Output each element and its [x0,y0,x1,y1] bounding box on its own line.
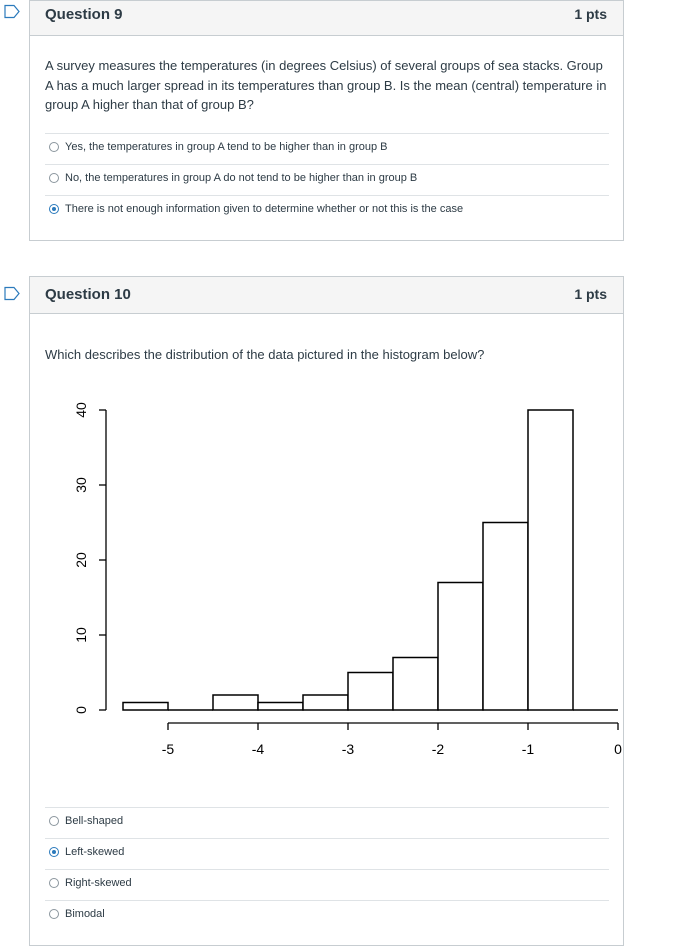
radio-button[interactable] [49,816,59,826]
answer-option[interactable] [45,133,609,164]
histogram-bar [303,695,348,710]
question-text: Which describes the distribution of the data pictured in the histogram below? [45,347,485,362]
answer-list [45,807,609,931]
question-text: A survey measures the temperatures (in degrees Celsius) of several groups of sea stacks. Group A has a much larger spread in its temperatures than group B. Is the mean (central) temperature in group A higher than that of group B? [45,58,607,112]
x-tick-label: -3 [341,741,355,757]
histogram-bar [258,703,303,711]
answer-label[interactable]: Left-skewed [65,846,125,858]
histogram-chart [50,391,622,791]
y-tick-label: 20 [73,552,89,568]
question-points: 1 pts [574,286,607,302]
answer-label[interactable]: There is not enough information given to determine whether or not this is the case [65,203,464,215]
histogram-bar [348,673,393,711]
question-header [30,277,623,314]
question-9 [29,0,624,241]
answer-label[interactable]: Bimodal [65,908,105,920]
answer-option[interactable] [45,807,609,838]
radio-button[interactable] [49,909,59,919]
x-tick-label: 0 [614,741,622,757]
radio-button-selected[interactable] [49,204,59,214]
question-title: Question 9 [45,6,123,23]
histogram-bar [438,583,483,711]
histogram-bar [483,523,528,711]
answer-label[interactable]: Bell-shaped [65,815,124,827]
question-10 [29,276,624,946]
radio-button-selected[interactable] [49,847,59,857]
answer-list [45,133,609,226]
answer-label[interactable]: Right-skewed [65,877,132,889]
answer-option[interactable] [45,164,609,195]
x-tick-label: -5 [161,741,175,757]
answer-option[interactable] [45,869,609,900]
answer-option[interactable] [45,900,609,931]
histogram-bar [123,703,168,711]
answer-option[interactable] [45,838,609,869]
question-header [30,1,623,36]
question-points: 1 pts [574,6,607,22]
histogram-bar [213,695,258,710]
question-title: Question 10 [45,286,131,303]
x-tick-label: -4 [251,741,265,757]
histogram-bar [393,658,438,711]
flag-icon[interactable] [4,5,20,18]
histogram-bar [528,410,573,710]
radio-button[interactable] [49,173,59,183]
radio-button[interactable] [49,142,59,152]
answer-option[interactable] [45,195,609,226]
x-tick-label: -1 [521,741,535,757]
y-tick-label: 30 [73,477,89,493]
x-tick-label: -2 [431,741,445,757]
answer-label[interactable]: No, the temperatures in group A do not tend to be higher than in group B [65,172,418,184]
y-tick-label: 0 [73,706,89,714]
y-tick-label: 10 [73,627,89,643]
radio-button[interactable] [49,878,59,888]
flag-icon[interactable] [4,287,20,300]
answer-label[interactable]: Yes, the temperatures in group A tend to be higher than in group B [65,141,388,153]
y-tick-label: 40 [73,402,89,418]
